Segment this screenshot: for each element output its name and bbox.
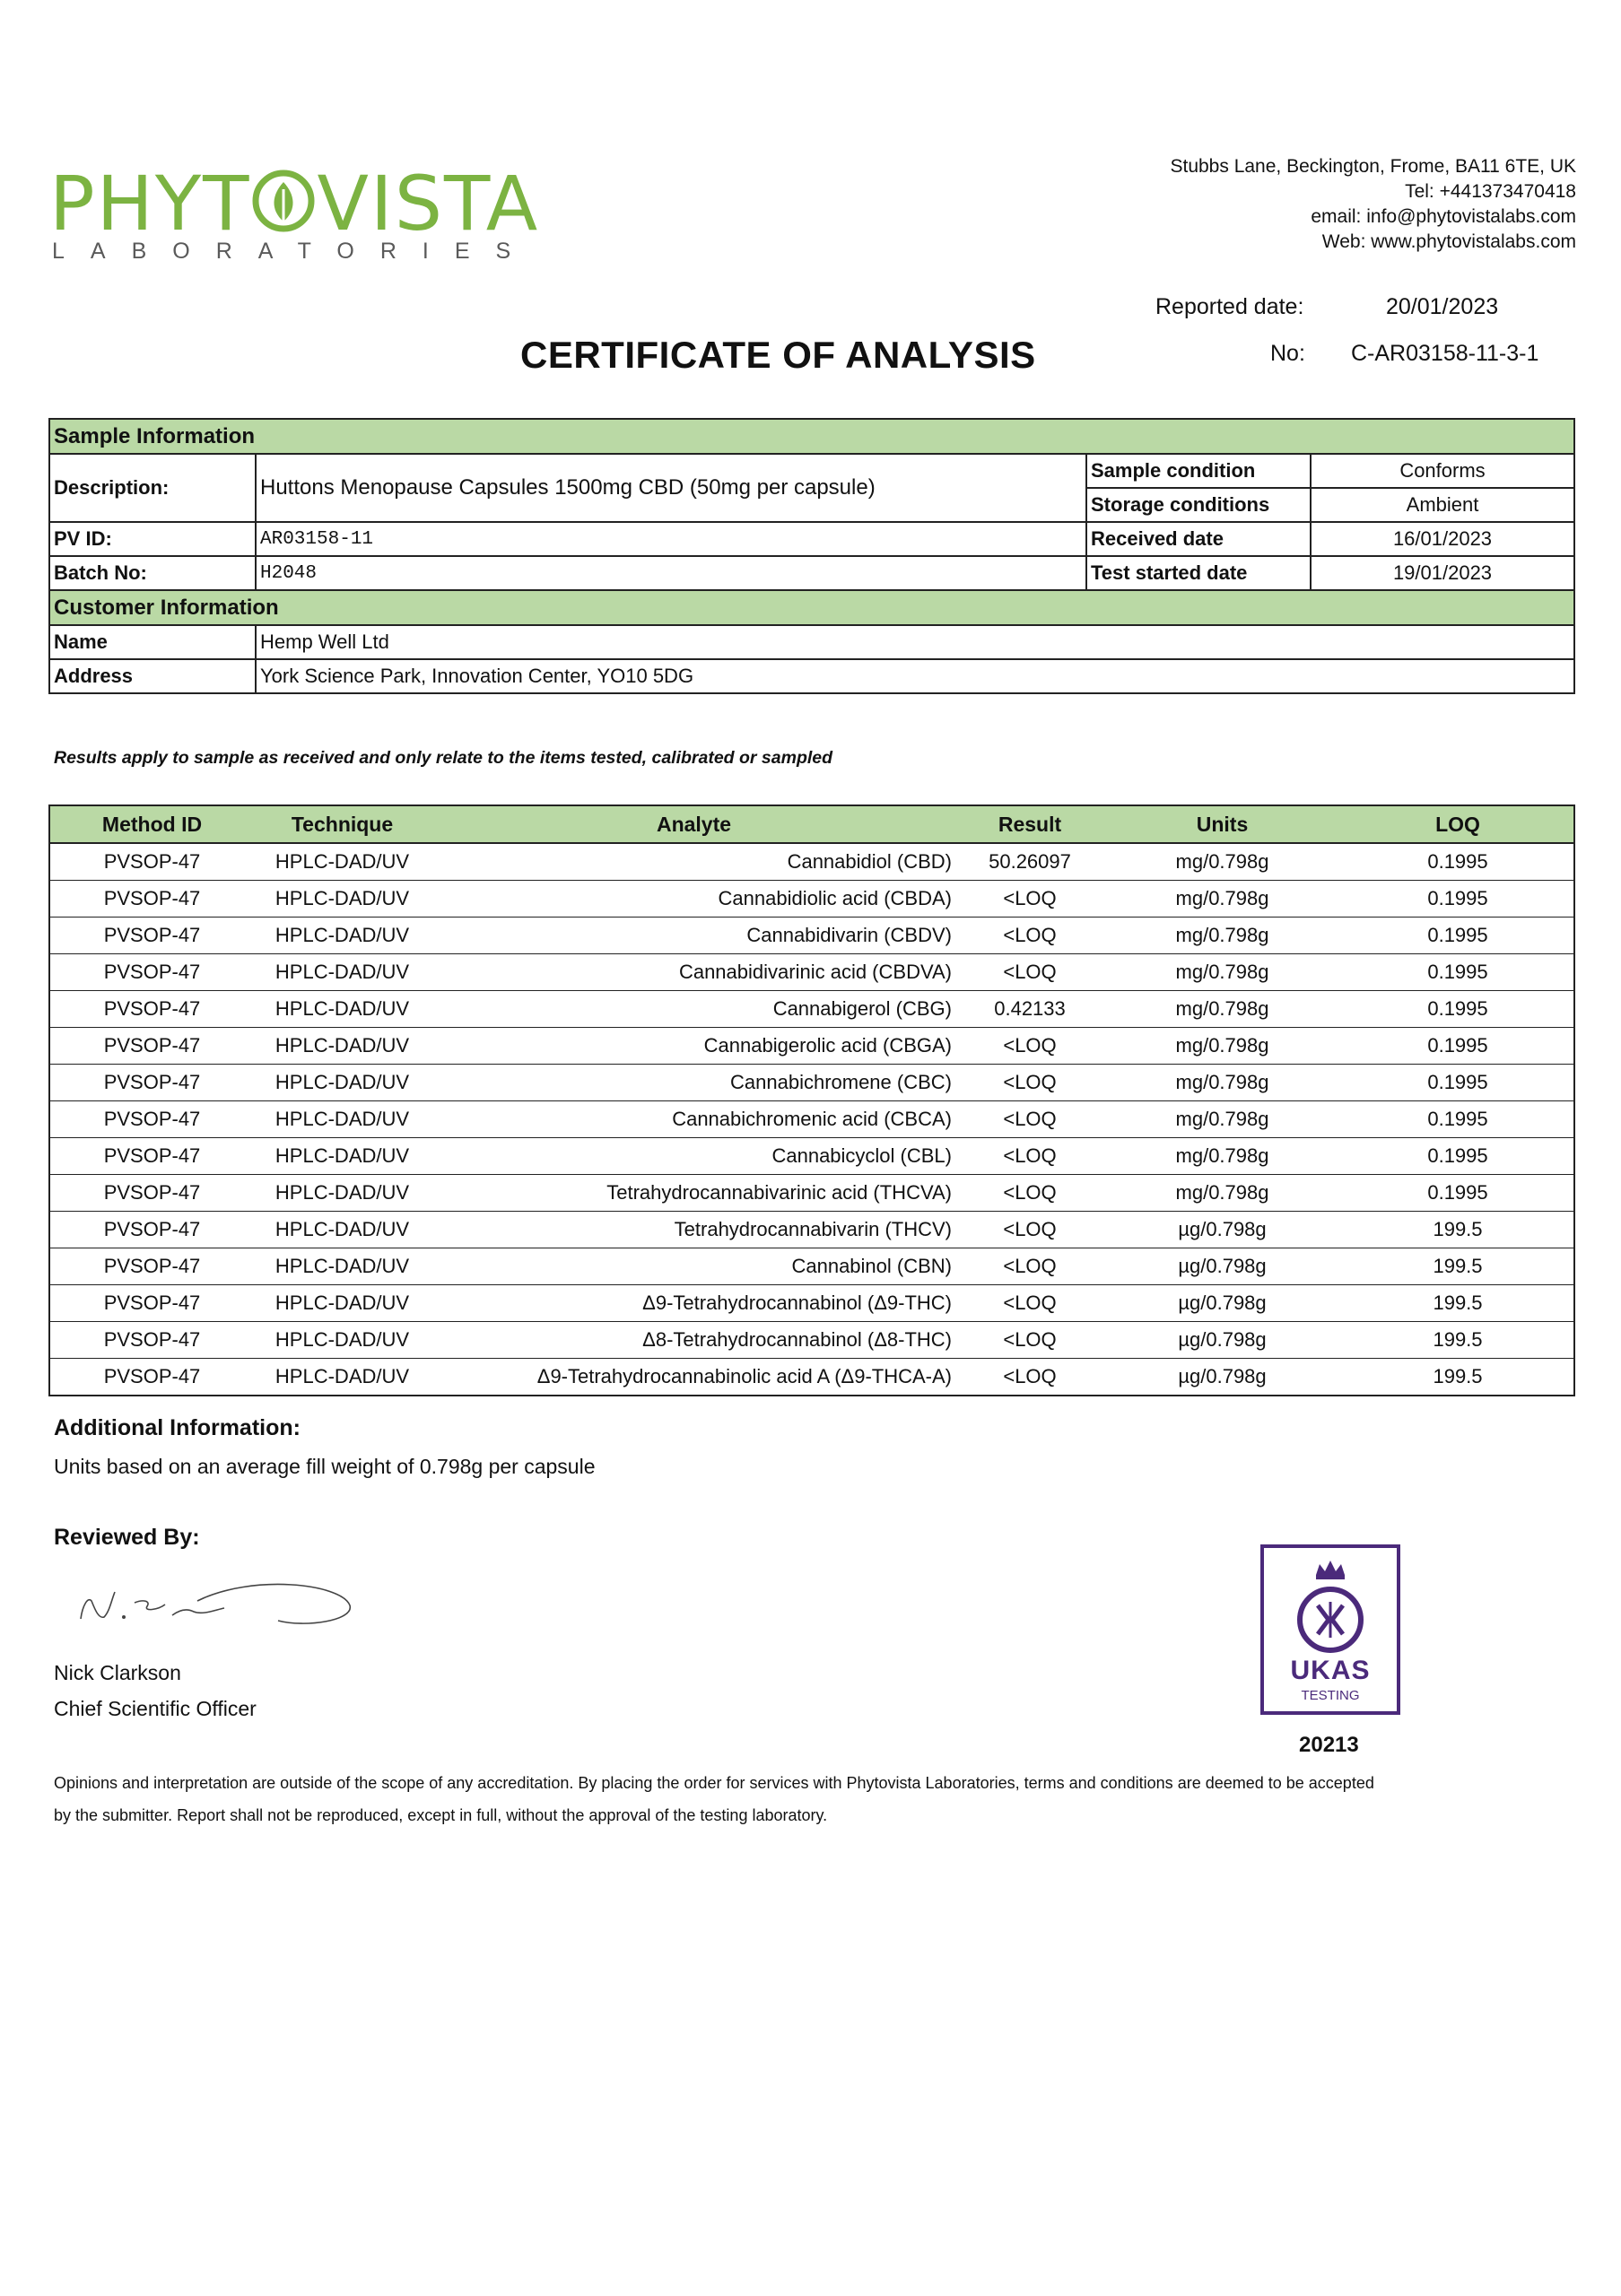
- storage-conditions-value: Ambient: [1311, 488, 1574, 522]
- analyte-cell: Cannabicyclol (CBL): [431, 1138, 957, 1175]
- technique-cell: HPLC-DAD/UV: [275, 1365, 410, 1387]
- table-row: [49, 1065, 1574, 1101]
- col-loq: LOQ: [1342, 805, 1574, 843]
- method-id-cell: PVSOP-47: [49, 954, 254, 991]
- footer-disclaimer: [54, 1767, 1543, 1831]
- reported-date-label: Reported date:: [1155, 294, 1304, 319]
- technique-cell: HPLC-DAD/UV: [254, 1175, 431, 1212]
- loq-cell: 199.5: [1433, 1365, 1483, 1387]
- result-cell: <LOQ: [957, 1248, 1102, 1285]
- method-id-cell: PVSOP-47: [49, 1285, 254, 1322]
- customer-address-value: York Science Park, Innovation Center, YO10 5DG: [256, 659, 1574, 693]
- units-cell: mg/0.798g: [1102, 1101, 1342, 1138]
- customer-name-label: Name: [49, 625, 256, 659]
- analyte-cell: Δ9-Tetrahydrocannabinol (Δ9-THC): [431, 1285, 957, 1322]
- reviewer-signature: [72, 1565, 368, 1646]
- result-cell: <LOQ: [957, 1101, 1102, 1138]
- technique-cell: HPLC-DAD/UV: [254, 1285, 431, 1322]
- result-cell: <LOQ: [957, 1285, 1102, 1322]
- method-id-cell: PVSOP-47: [49, 1138, 254, 1175]
- loq-cell: 199.5: [1342, 1322, 1574, 1359]
- certificate-no-label: No:: [1270, 341, 1305, 366]
- loq-cell: 199.5: [1342, 1285, 1574, 1322]
- batch-no-label: Batch No:: [49, 556, 256, 590]
- loq-cell: 0.1995: [1342, 918, 1574, 954]
- sample-condition-label: Sample condition: [1086, 454, 1311, 488]
- loq-cell: 0.1995: [1342, 881, 1574, 918]
- units-cell: mg/0.798g: [1102, 1065, 1342, 1101]
- analyte-cell: Δ8-Tetrahydrocannabinol (Δ8-THC): [431, 1322, 957, 1359]
- result-cell: <LOQ: [957, 1065, 1102, 1101]
- table-row: [49, 954, 1574, 991]
- storage-conditions-label: Storage conditions: [1086, 488, 1311, 522]
- table-row: [49, 918, 1574, 954]
- table-row: [49, 1248, 1574, 1285]
- technique-cell: HPLC-DAD/UV: [254, 1248, 431, 1285]
- result-cell: <LOQ: [957, 1322, 1102, 1359]
- technique-cell: HPLC-DAD/UV: [254, 918, 431, 954]
- method-id-cell: PVSOP-47: [49, 991, 254, 1028]
- technique-cell: HPLC-DAD/UV: [254, 843, 431, 881]
- email-line: email: info@phytovistalabs.com: [1311, 206, 1576, 227]
- table-row: [49, 1359, 1574, 1396]
- method-id-cell: PVSOP-47: [49, 843, 254, 881]
- units-cell: mg/0.798g: [1102, 881, 1342, 918]
- analyte-cell: Cannabigerol (CBG): [431, 991, 957, 1028]
- result-cell: <LOQ: [957, 1028, 1102, 1065]
- result-cell: 0.42133: [957, 991, 1102, 1028]
- logo-subtitle: LABORATORIES: [52, 239, 537, 264]
- analyte-cell: Cannabidiol (CBD): [431, 843, 957, 881]
- col-units: Units: [1102, 805, 1342, 843]
- test-started-value: 19/01/2023: [1311, 556, 1574, 590]
- table-row: [49, 1285, 1574, 1322]
- loq-cell: 0.1995: [1342, 1138, 1574, 1175]
- table-row: [49, 1138, 1574, 1175]
- method-id-cell: PVSOP-47: [103, 1365, 201, 1387]
- batch-no-value: H2048: [256, 556, 1086, 590]
- results-body: [49, 843, 1574, 1396]
- reviewer-name: Nick Clarkson: [54, 1661, 181, 1684]
- company-logo: [49, 160, 540, 269]
- units-cell: mg/0.798g: [1102, 954, 1342, 991]
- loq-cell: 0.1995: [1342, 991, 1574, 1028]
- units-cell: mg/0.798g: [1102, 991, 1342, 1028]
- lab-contact-block: [1170, 154, 1576, 255]
- technique-cell: HPLC-DAD/UV: [254, 1138, 431, 1175]
- technique-cell: HPLC-DAD/UV: [254, 991, 431, 1028]
- units-cell: mg/0.798g: [1102, 843, 1342, 881]
- analyte-cell: Δ9-Tetrahydrocannabinolic acid A (Δ9-THCA-A): [536, 1365, 952, 1387]
- ukas-crown-emblem-icon: [1264, 1548, 1397, 1711]
- description-label: Description:: [49, 454, 256, 522]
- certificate-no-value: C-AR03158-11-3-1: [1351, 341, 1539, 366]
- reported-date-value: 20/01/2023: [1386, 294, 1499, 319]
- technique-cell: HPLC-DAD/UV: [254, 1101, 431, 1138]
- table-row: [49, 843, 1574, 881]
- ukas-accreditation-mark: [1260, 1544, 1400, 1715]
- footer-line-2: by the submitter. Report shall not be reproduced, except in full, without the approval of the testing laboratory.: [54, 1806, 828, 1824]
- logo-wordmark: [49, 160, 540, 248]
- method-id-cell: PVSOP-47: [49, 1101, 254, 1138]
- customer-address-label: Address: [49, 659, 256, 693]
- units-cell: µg/0.798g: [1102, 1285, 1342, 1322]
- ukas-number: 20213: [1299, 1733, 1359, 1757]
- result-cell: <LOQ: [957, 954, 1102, 991]
- table-row: [49, 1101, 1574, 1138]
- results-table: [48, 804, 1575, 1396]
- reviewed-by-heading: Reviewed By:: [54, 1525, 200, 1550]
- logo-text-post: VISTA: [317, 160, 540, 248]
- technique-cell: HPLC-DAD/UV: [254, 1065, 431, 1101]
- sample-info-table: [48, 418, 1575, 694]
- analyte-cell: Cannabinol (CBN): [431, 1248, 957, 1285]
- method-id-cell: PVSOP-47: [49, 918, 254, 954]
- method-id-cell: PVSOP-47: [49, 1212, 254, 1248]
- sample-info-heading: Sample Information: [49, 419, 1574, 454]
- loq-cell: 0.1995: [1342, 954, 1574, 991]
- analyte-cell: Cannabidivarin (CBDV): [431, 918, 957, 954]
- method-id-cell: PVSOP-47: [49, 1248, 254, 1285]
- analyte-cell: Tetrahydrocannabivarinic acid (THCVA): [431, 1175, 957, 1212]
- phone-line: Tel: +441373470418: [1405, 181, 1576, 202]
- address-line: Stubbs Lane, Beckington, Frome, BA11 6TE, UK: [1170, 156, 1576, 177]
- analyte-cell: Tetrahydrocannabivarin (THCV): [431, 1212, 957, 1248]
- technique-cell: HPLC-DAD/UV: [254, 881, 431, 918]
- description-value: Huttons Menopause Capsules 1500mg CBD (50mg per capsule): [256, 454, 1086, 522]
- results-disclaimer: Results apply to sample as received and only relate to the items tested, calibrated or sampled: [54, 748, 833, 768]
- method-id-cell: PVSOP-47: [49, 1322, 254, 1359]
- table-row: [49, 991, 1574, 1028]
- table-row: [49, 1175, 1574, 1212]
- units-cell: µg/0.798g: [1102, 1248, 1342, 1285]
- result-cell: <LOQ: [957, 881, 1102, 918]
- additional-info-text: Units based on an average fill weight of 0.798g per capsule: [54, 1455, 596, 1478]
- sample-condition-value: Conforms: [1311, 454, 1574, 488]
- table-row: [49, 881, 1574, 918]
- reviewer-title: Chief Scientific Officer: [54, 1697, 257, 1720]
- method-id-cell: PVSOP-47: [49, 1175, 254, 1212]
- loq-cell: 199.5: [1342, 1212, 1574, 1248]
- test-started-label: Test started date: [1086, 556, 1311, 590]
- table-row: [49, 1322, 1574, 1359]
- units-cell: µg/0.798g: [1178, 1365, 1267, 1387]
- method-id-cell: PVSOP-47: [49, 1028, 254, 1065]
- leaf-icon: [252, 170, 315, 232]
- ukas-text: UKAS: [1290, 1656, 1371, 1685]
- customer-name-value: Hemp Well Ltd: [256, 625, 1574, 659]
- result-cell: <LOQ: [1003, 1365, 1057, 1387]
- technique-cell: HPLC-DAD/UV: [254, 1212, 431, 1248]
- received-date-label: Received date: [1086, 522, 1311, 556]
- pv-id-label: PV ID:: [49, 522, 256, 556]
- result-cell: 50.26097: [957, 843, 1102, 881]
- col-result: Result: [957, 805, 1102, 843]
- additional-info-heading: Additional Information:: [54, 1415, 301, 1440]
- footer-line-1: Opinions and interpretation are outside of the scope of any accreditation. By placing the order for services with Phytovista Laboratories, terms and conditions are deemed to be accepted: [54, 1774, 1374, 1792]
- loq-cell: 0.1995: [1342, 1175, 1574, 1212]
- results-header-row: [49, 805, 1574, 843]
- received-date-value: 16/01/2023: [1311, 522, 1574, 556]
- units-cell: mg/0.798g: [1102, 1175, 1342, 1212]
- web-line: Web: www.phytovistalabs.com: [1321, 231, 1576, 252]
- logo-text-pre: PHYT: [49, 160, 251, 248]
- pv-id-value: AR03158-11: [256, 522, 1086, 556]
- col-method-id: Method ID: [49, 805, 254, 843]
- technique-cell: HPLC-DAD/UV: [254, 1028, 431, 1065]
- units-cell: µg/0.798g: [1102, 1212, 1342, 1248]
- loq-cell: 0.1995: [1342, 843, 1574, 881]
- analyte-cell: Cannabichromenic acid (CBCA): [431, 1101, 957, 1138]
- units-cell: µg/0.798g: [1102, 1322, 1342, 1359]
- analyte-cell: Cannabigerolic acid (CBGA): [431, 1028, 957, 1065]
- units-cell: mg/0.798g: [1102, 918, 1342, 954]
- loq-cell: 0.1995: [1342, 1028, 1574, 1065]
- result-cell: <LOQ: [957, 1212, 1102, 1248]
- technique-cell: HPLC-DAD/UV: [254, 954, 431, 991]
- customer-info-heading: Customer Information: [49, 590, 1574, 625]
- result-cell: <LOQ: [957, 918, 1102, 954]
- result-cell: <LOQ: [957, 1138, 1102, 1175]
- loq-cell: 0.1995: [1342, 1065, 1574, 1101]
- method-id-cell: PVSOP-47: [49, 881, 254, 918]
- analyte-cell: Cannabidiolic acid (CBDA): [431, 881, 957, 918]
- loq-cell: 0.1995: [1342, 1101, 1574, 1138]
- col-analyte: Analyte: [431, 805, 957, 843]
- loq-cell: 199.5: [1342, 1248, 1574, 1285]
- document-title: CERTIFICATE OF ANALYSIS: [520, 334, 1036, 376]
- analyte-cell: Cannabichromene (CBC): [431, 1065, 957, 1101]
- ukas-testing-text: TESTING: [1301, 1688, 1360, 1703]
- col-technique: Technique: [254, 805, 431, 843]
- units-cell: mg/0.798g: [1102, 1028, 1342, 1065]
- table-row: [49, 1028, 1574, 1065]
- method-id-cell: PVSOP-47: [49, 1065, 254, 1101]
- analyte-cell: Cannabidivarinic acid (CBDVA): [431, 954, 957, 991]
- units-cell: mg/0.798g: [1102, 1138, 1342, 1175]
- result-cell: <LOQ: [957, 1175, 1102, 1212]
- technique-cell: HPLC-DAD/UV: [254, 1322, 431, 1359]
- table-row: [49, 1212, 1574, 1248]
